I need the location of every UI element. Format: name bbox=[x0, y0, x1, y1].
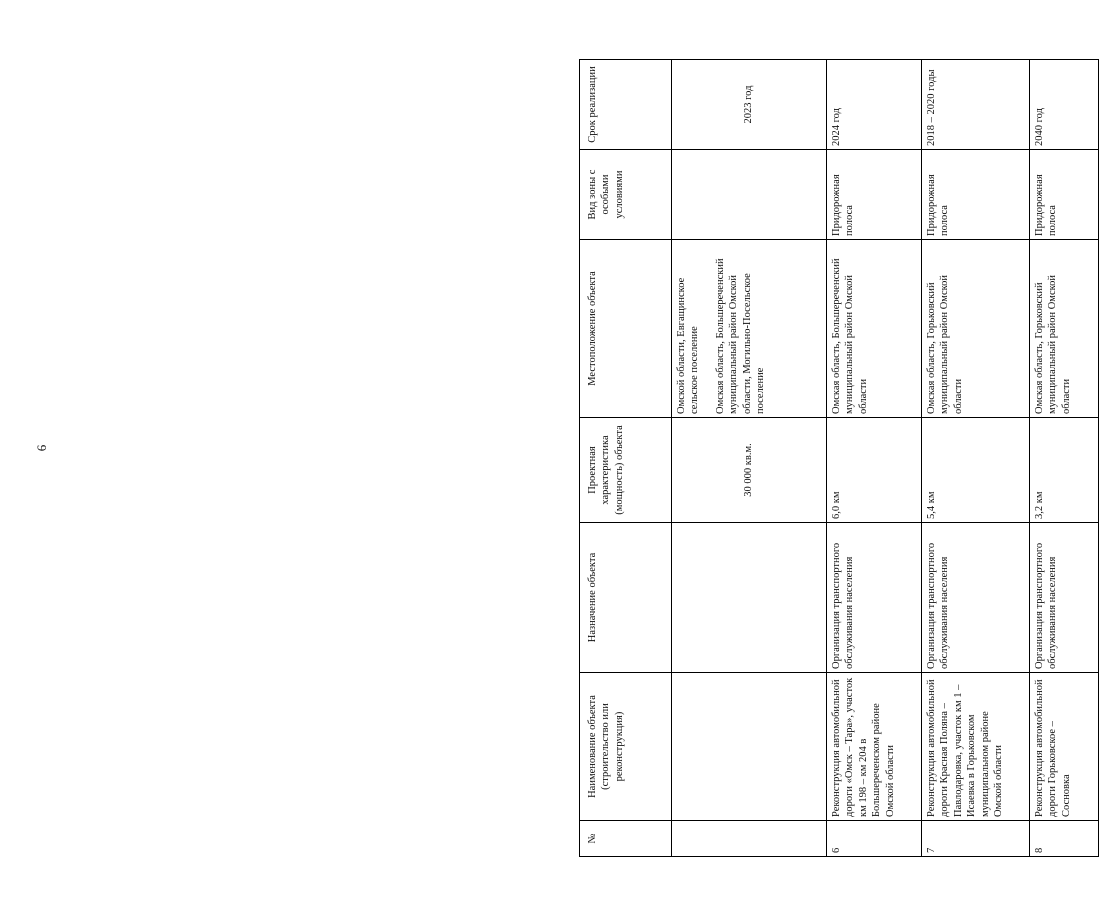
cell-purpose: Организация транспортного обслуживания населения bbox=[922, 523, 1030, 673]
page-number: 6 bbox=[34, 444, 49, 452]
table-row bbox=[922, 60, 1030, 857]
table-row bbox=[827, 60, 922, 857]
cell-zone bbox=[672, 150, 827, 240]
cell-name: Реконструкция автомобильной дороги Красная Поляна – Павлодаровка, участок км 1 – Исаевка в Горьковском муниципальном районе Омской области bbox=[922, 673, 1030, 821]
cell-num: 7 bbox=[922, 821, 1030, 857]
cell-name: Реконструкция автомобильной дороги Горьковское – Сосновка bbox=[1030, 673, 1099, 821]
cell-term: 2040 год bbox=[1030, 60, 1099, 150]
cell-location: Омская область, Горьковский муниципальный район Омской области bbox=[922, 240, 1030, 418]
cell-location bbox=[672, 240, 827, 418]
header-location: Местоположение объекта bbox=[580, 240, 672, 418]
cell-name: Реконструкция автомобильной дороги «Омск – Тара», участок км 198 – км 204 в Большереченском районе Омской области bbox=[827, 673, 922, 821]
header-term: Срок реализации bbox=[580, 60, 672, 150]
cell-capacity: 30 000 кв.м. bbox=[672, 418, 827, 523]
cell-capacity: 3,2 км bbox=[1030, 418, 1099, 523]
cell-location: Омская область, Горьковский муниципальный район Омской области bbox=[1030, 240, 1099, 418]
cell-capacity: 6,0 км bbox=[827, 418, 922, 523]
cell-purpose bbox=[672, 523, 827, 673]
cell-capacity: 5,4 км bbox=[922, 418, 1030, 523]
cell-zone: Придорожная полоса bbox=[922, 150, 1030, 240]
cell-term: 2024 год bbox=[827, 60, 922, 150]
table-row bbox=[1030, 60, 1099, 857]
header-zone: Вид зоны с особыми условиями bbox=[580, 150, 672, 240]
cell-term: 2023 год bbox=[672, 60, 827, 150]
table-header-row bbox=[580, 60, 672, 857]
objects-table bbox=[579, 59, 1099, 857]
cell-term: 2018 – 2020 годы bbox=[922, 60, 1030, 150]
location-part-2: Омская область, Большереченский муниципальный район Омской области, Могильно-Посельское поселение bbox=[714, 258, 767, 414]
header-num: № bbox=[580, 821, 672, 857]
cell-purpose: Организация транспортного обслуживания населения bbox=[827, 523, 922, 673]
cell-zone: Придорожная полоса bbox=[1030, 150, 1099, 240]
header-capacity: Проектная характеристика (мощность) объекта bbox=[580, 418, 672, 523]
cell-purpose: Организация транспортного обслуживания населения bbox=[1030, 523, 1099, 673]
cell-num: 8 bbox=[1030, 821, 1099, 857]
header-name: Наименование объекта (строительство или реконструкция) bbox=[580, 673, 672, 821]
cell-zone: Придорожная полоса bbox=[827, 150, 922, 240]
rotated-table-container bbox=[579, 60, 1098, 857]
cell-num bbox=[672, 821, 827, 857]
cell-name bbox=[672, 673, 827, 821]
cell-num: 6 bbox=[827, 821, 922, 857]
location-part-1: Омской области, Евгащинское сельское поселение bbox=[676, 277, 701, 414]
table-row bbox=[672, 60, 827, 857]
header-purpose: Назначение объекта bbox=[580, 523, 672, 673]
cell-location: Омская область, Большереченский муниципальный район Омской области bbox=[827, 240, 922, 418]
